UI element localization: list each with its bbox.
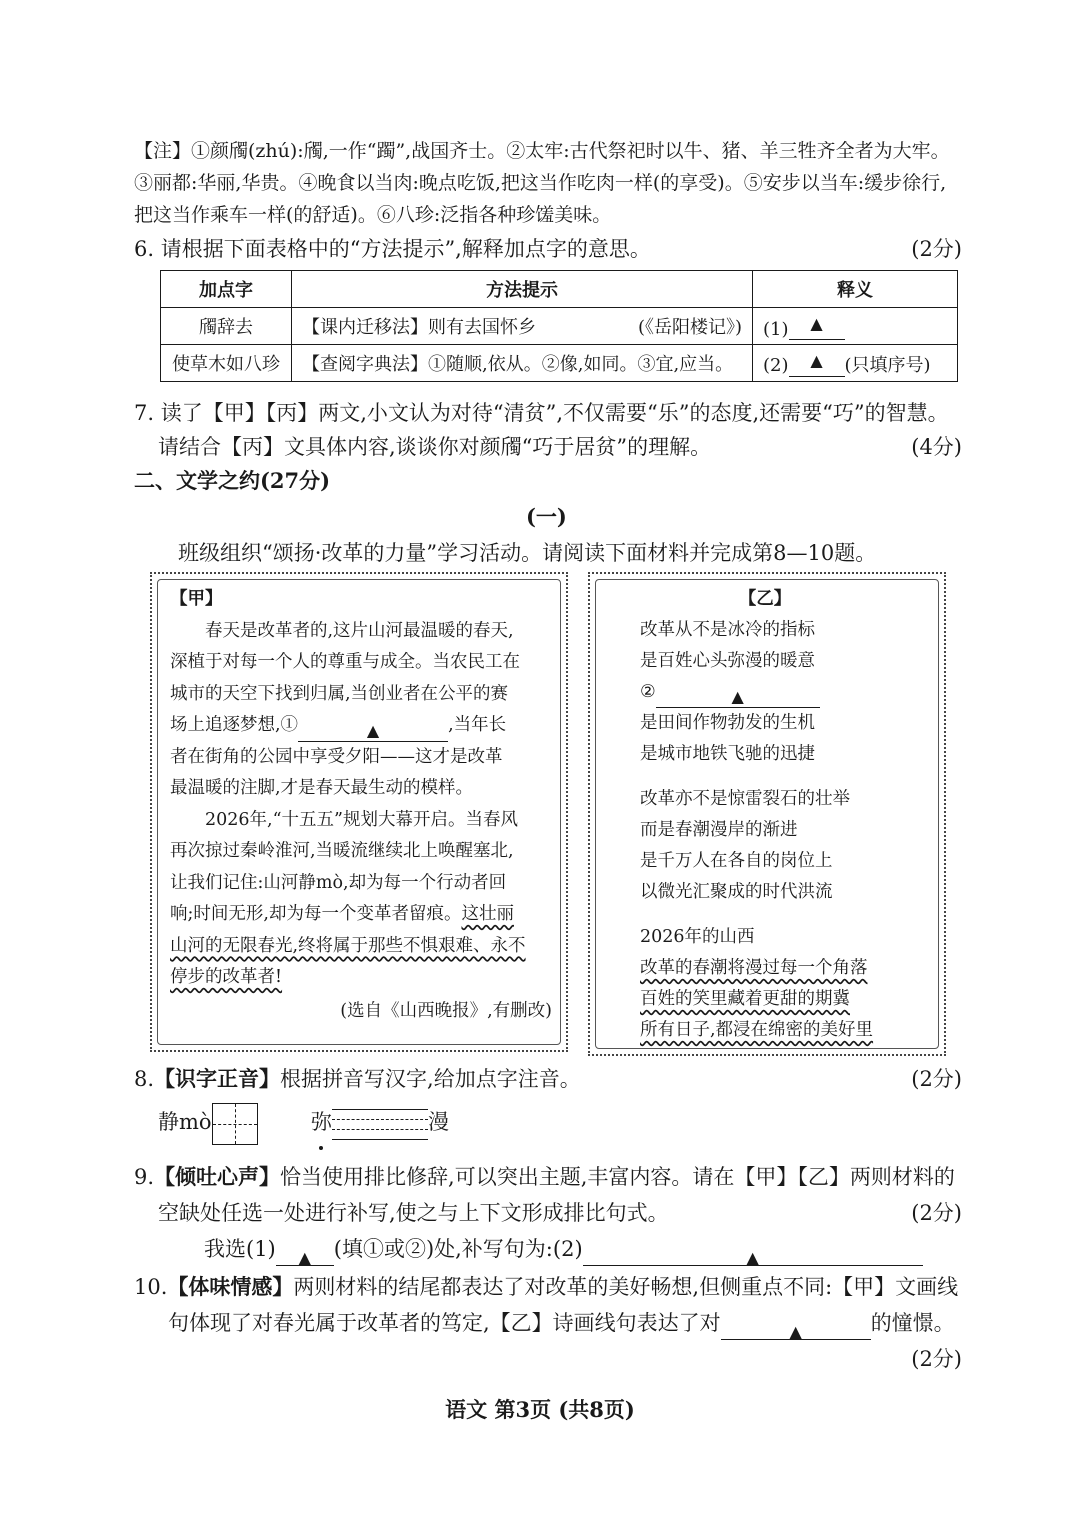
yi-s3-l2: 改革的春潮将漫过每一个角落	[640, 958, 868, 978]
q6-text: 6. 请根据下面表格中的“方法提示”,解释加点字的意思。	[134, 237, 651, 261]
blank-triangle: ▲	[810, 313, 823, 333]
jia-title: 【甲】	[170, 589, 223, 609]
yi-s2-l3: 是千万人在各自的岗位上	[640, 851, 833, 871]
jia-p1-l5: 者在街角的公园中享受夕阳——这才是改革	[170, 746, 503, 767]
intro-text: 班级组织“颂扬·改革的力量”学习活动。请阅读下面材料并完成第8—10题。	[178, 541, 877, 565]
yi-s2-l4: 以微光汇聚成的时代洪流	[640, 882, 833, 902]
note-line-2: ③丽都:华丽,华贵。④晚食以当肉:晚点吃饭,把这当作吃肉一样(的享受)。⑤安步以当车:缓步徐行,	[134, 172, 947, 194]
material-jia	[150, 572, 568, 1052]
table-header-word: 加点字	[161, 271, 292, 308]
jia-p2-l2: 再次掠过秦岭淮河,当暖流继续北上唤醒塞北,	[170, 841, 514, 861]
q10-score: (2分)	[911, 1347, 962, 1371]
yi-s2-l2: 而是春潮漫岸的渐进	[640, 820, 798, 840]
q7-line-1: 7. 读了【甲】【丙】两文,小文认为对待“清贫”,不仅需要“乐”的态度,还需要“巧”的智慧。	[134, 401, 949, 425]
q9-line-2: 空缺处任选一处进行补写,使之与上下文形成排比句式。	[158, 1201, 669, 1225]
table-row2-answer[interactable]: (2) ▲ (只填序号)	[753, 345, 958, 382]
q6-score: (2分)	[911, 237, 962, 261]
table-row1-answer[interactable]: (1) ▲	[753, 308, 958, 345]
yi-s3-l4: 所有日子,都浸在绵密的美好里	[640, 1020, 874, 1040]
material-yi	[588, 572, 946, 1056]
section-title: 二、文学之约(27分)	[134, 468, 331, 493]
table-header-meaning: 释义	[753, 271, 958, 308]
table-header-method: 方法提示	[292, 271, 753, 308]
jia-p1-l6: 最温暖的注脚,才是春天最生动的模样。	[170, 778, 474, 798]
q10-line-1: 10.【体味情感】两则材料的结尾都表达了对改革的美好畅想,但侧重点不同:【甲】文画线	[134, 1274, 959, 1299]
yi-s1-l2: 是百姓心头弥漫的暖意	[640, 651, 815, 671]
q8-text: 8.【识字正音】根据拼音写汉字,给加点字注音。	[134, 1066, 581, 1091]
q9-blank-2[interactable]: ▲	[583, 1239, 923, 1266]
yi-s1-l5: 是城市地铁飞驰的迅捷	[640, 744, 815, 764]
yi-s2-l1: 改革亦不是惊雷裂石的壮举	[640, 789, 850, 809]
jia-source: (选自《山西晚报》,有删改)	[340, 1000, 552, 1021]
blank-2[interactable]: ▲	[656, 681, 820, 708]
q9-blank-1[interactable]: ▲	[276, 1239, 334, 1266]
table-row1-method: 【课内迁移法】则有去国怀乡 (《岳阳楼记》)	[292, 308, 753, 345]
jia-p2-l1: 2026年,“十五五”规划大幕开启。当春风	[205, 809, 518, 830]
jia-p2-l4: 响;时间无形,却为每一个变革者留痕。这壮丽	[170, 904, 514, 924]
method-table	[160, 270, 958, 382]
q8-answers: 静mò 弥 漫	[158, 1100, 449, 1145]
jia-p2-l6: 停步的改革者!	[170, 967, 283, 987]
q7-score: (4分)	[911, 435, 962, 459]
q9-score: (2分)	[911, 1201, 962, 1225]
q10-blank[interactable]: ▲	[721, 1313, 871, 1340]
q9-line-1: 9.【倾吐心声】恰当使用排比修辞,可以突出主题,丰富内容。请在【甲】【乙】两则材料的	[134, 1164, 955, 1189]
yi-s3-l3: 百姓的笑里藏着更甜的期冀	[640, 989, 850, 1009]
q10-line-2: 句体现了对春光属于改革者的笃定,【乙】诗画线句表达了对 ▲ 的憧憬。	[168, 1311, 955, 1341]
yi-s1-l3: ② ▲	[640, 677, 930, 708]
jia-p1-l4: 场上追逐梦想,① ▲ ,当年长	[170, 715, 507, 740]
pinyin-lines[interactable]	[332, 1106, 428, 1142]
yi-s3-l1: 2026年的山西	[640, 927, 755, 947]
note-line-3: 把这当作乘车一样(的舒适)。⑥八珍:泛指各种珍馐美味。	[134, 204, 612, 226]
jia-p1-l3: 城市的天空下找到归属,当创业者在公平的赛	[170, 683, 509, 704]
section-sub: (一)	[526, 504, 567, 529]
yi-s1-l1: 改革从不是冰冷的指标	[640, 620, 815, 640]
blank-triangle: ▲	[810, 350, 823, 370]
q7-line-2: 请结合【丙】文具体内容,谈谈你对颜斶“巧于居贫”的理解。	[158, 435, 712, 459]
table-row2-method: 【查阅字典法】①随顺,依从。②像,如同。③宜,应当。	[292, 345, 753, 382]
jia-p1-l2: 深植于对每一个人的尊重与成全。当农民工在	[170, 652, 520, 672]
jia-p1-l1: 春天是改革者的,这片山河最温暖的春天,	[205, 620, 514, 641]
char-grid[interactable]	[212, 1103, 258, 1145]
q9-answer: 我选(1) ▲ (填①或②)处,补写句为:(2) ▲	[204, 1232, 923, 1266]
yi-title: 【乙】	[738, 589, 792, 609]
table-row2-word: 使草木如八珍	[161, 345, 292, 382]
page-footer: 语文 第3页 (共8页)	[445, 1397, 635, 1422]
note-line-1: 【注】①颜斶(zhú):斶,一作“躅”,战国齐士。②太牢:古代祭祀时以牛、猪、羊三牲齐全者为大牢。	[134, 140, 950, 162]
table-row1-word: 斶辞去	[161, 308, 292, 345]
q8-score: (2分)	[911, 1067, 962, 1091]
jia-p2-l3: 让我们记住:山河静mò,却为每一个行动者回	[170, 872, 507, 893]
blank-1[interactable]: ▲	[298, 715, 448, 742]
yi-s1-l4: 是田间作物勃发的生机	[640, 713, 815, 733]
jia-p2-l5: 山河的无限春光,终将属于那些不惧艰难、永不	[170, 935, 526, 956]
